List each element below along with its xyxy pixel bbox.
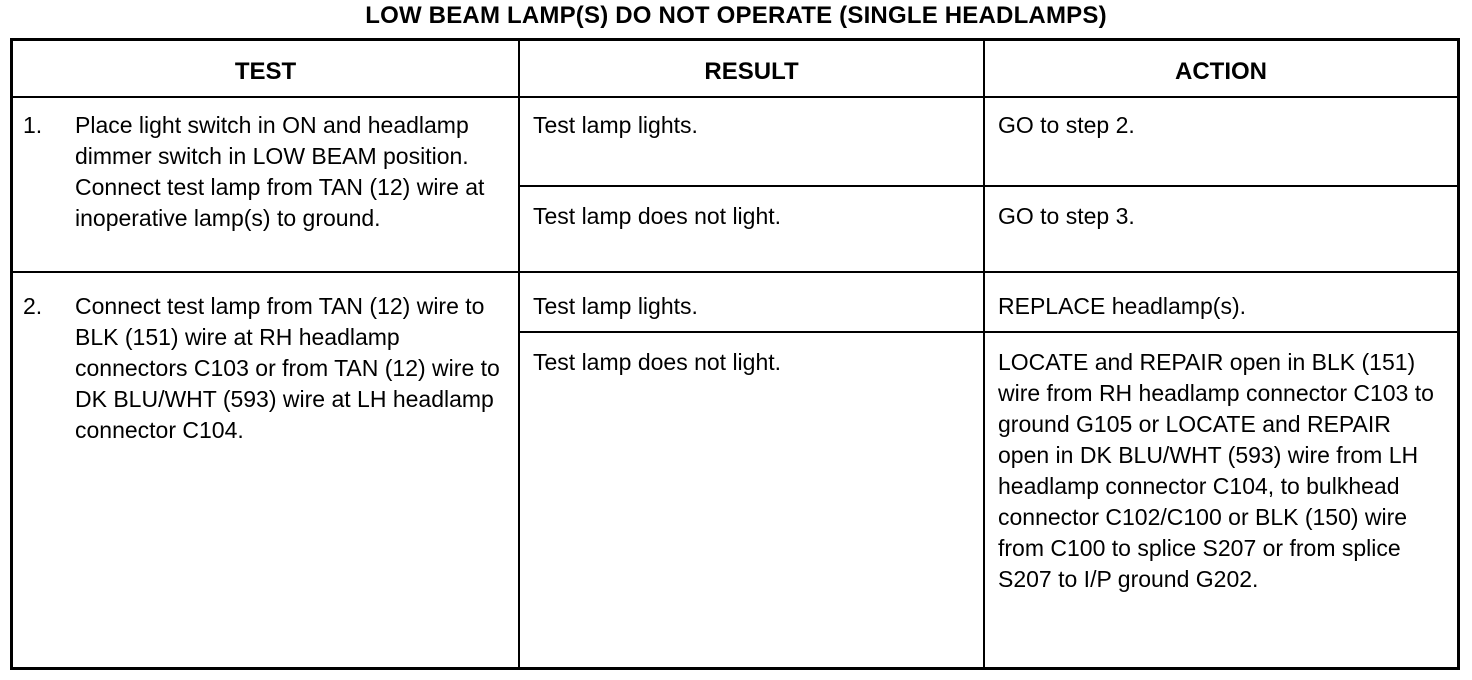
step-test-text: Place light switch in ON and headlamp dimmer switch in LOW BEAM position. Connect test lamp from TAN (12) wire at inoperative lamp(s) to ground. [75,112,485,231]
step-number: 2. [23,293,43,319]
row-divider [13,271,1457,273]
result-text: Test lamp lights. [533,293,698,319]
header-rule [13,96,1457,98]
header-action: ACTION [1175,58,1267,85]
action-text: LOCATE and REPAIR open in BLK (151) wire from RH headlamp connector C103 to ground G105 or LOCATE and REPAIR open in DK BLU/WHT (593) wire from LH headlamp connector C104, to bulkhead connector C102/C100 or BLK (150) wire from C100 to splice S207 or from splice S207 to I/P ground G202. [998,349,1434,592]
step-test-text: Connect test lamp from TAN (12) wire to BLK (151) wire at RH headlamp connectors C103 or from TAN (12) wire to DK BLU/WHT (593) wire at LH headlamp connector C104. [75,293,500,443]
result-text: Test lamp lights. [533,112,698,138]
row-divider [520,185,1457,187]
column-divider [518,41,520,667]
header-result: RESULT [704,58,799,85]
action-text: REPLACE headlamp(s). [998,293,1246,319]
step-number: 1. [23,112,43,138]
result-text: Test lamp does not light. [533,349,782,375]
action-text: GO to step 2. [998,112,1135,138]
result-text: Test lamp does not light. [533,203,782,229]
header-test: TEST [234,58,297,85]
action-text: GO to step 3. [998,203,1135,229]
page-title: LOW BEAM LAMP(S) DO NOT OPERATE (SINGLE HEADLAMPS) [365,2,1107,29]
row-divider [520,331,1457,333]
diagnostic-table [10,38,1460,670]
column-divider [983,41,985,667]
